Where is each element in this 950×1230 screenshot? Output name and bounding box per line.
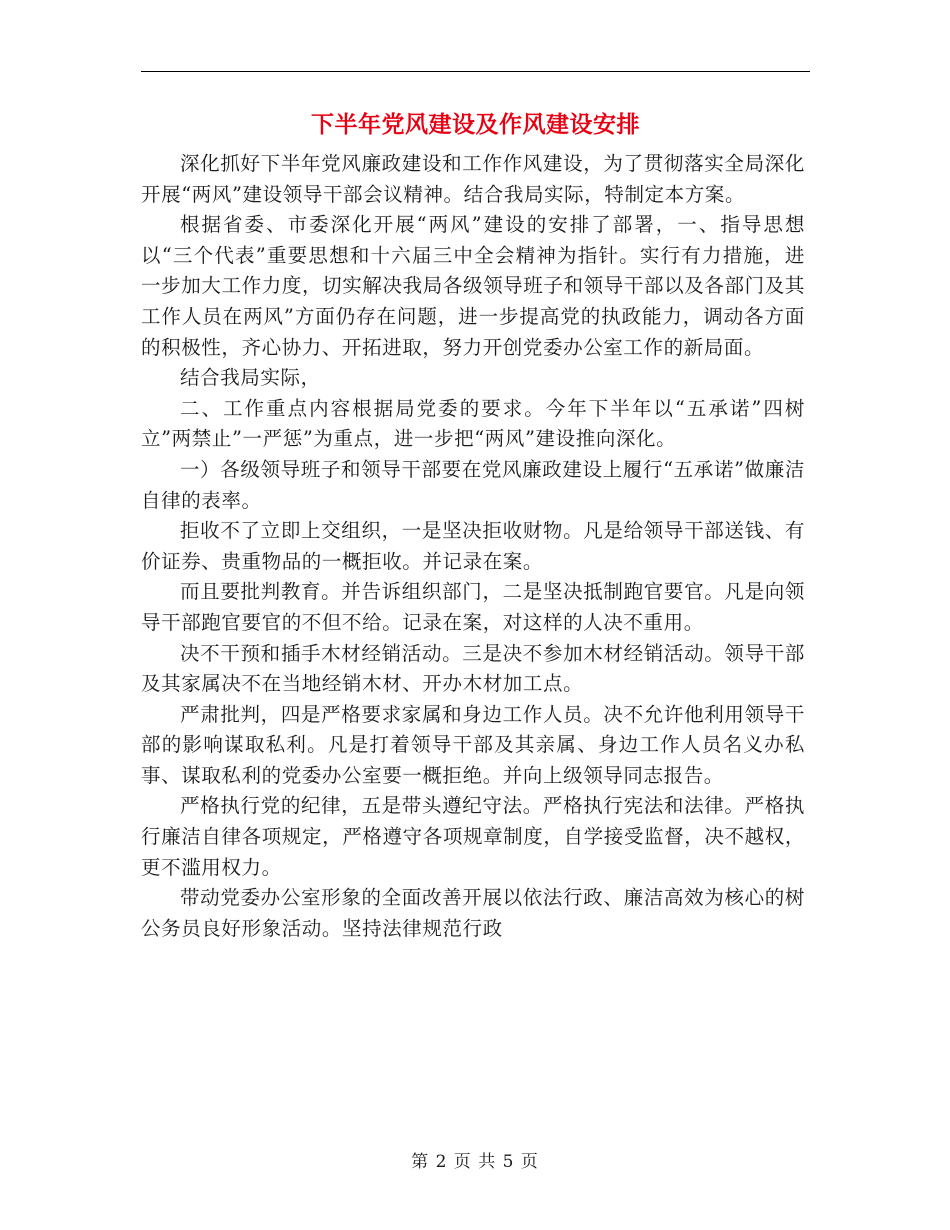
document-title: 下半年党风建设及作风建设安排 [311, 112, 640, 138]
header-rule [141, 71, 810, 72]
paragraph: 严格执行党的纪律，五是带头遵纪守法。严格执行宪法和法律。严格执行廉洁自律各项规定，严格遵守各项规章制度，自学接受监督，决不越权，更不滥用权力。 [141, 794, 805, 879]
paragraph: 二、工作重点内容根据局党委的要求。今年下半年以“五承诺”四树立”两禁止”一严惩”为重点，进一步把“两风”建设推向深化。 [141, 396, 805, 451]
paragraph: 深化抓好下半年党风廉政建设和工作作风建设，为了贯彻落实全局深化开展“两风”建设领导干部会议精神。结合我局实际，特制定本方案。 [141, 152, 805, 206]
paragraph: 一）各级领导班子和领导干部要在党风廉政建设上履行“五承诺”做廉洁自律的表率。 [141, 457, 805, 512]
paragraph: 决不干预和插手木材经销活动。三是决不参加木材经销活动。领导干部及其家属决不在当地经销木材、开办木材加工点。 [141, 641, 805, 696]
page-number-footer: 第 2 页 共 5 页 [411, 1152, 539, 1172]
paragraph: 严肃批判，四是严格要求家属和身边工作人员。决不允许他利用领导干部的影响谋取私利。凡是打着领导干部及其亲属、身边工作人员名义办私事、谋取私利的党委办公室要一概拒绝。并向上级领导同志报告。 [141, 702, 805, 787]
paragraph: 而且要批判教育。并告诉组织部门，二是坚决抵制跑官要官。凡是向领导干部跑官要官的不但不给。记录在案，对这样的人决不重用。 [141, 580, 805, 634]
document-body [141, 149, 805, 944]
paragraph: 根据省委、市委深化开展“两风”建设的安排了部署，一、指导思想以“三个代表”重要思想和十六届三中全会精神为指针。实行有力措施，进一步加大工作力度，切实解决我局各级领导班子和领导干部以及各部门及其工作人员在两风”方面仍存在问题，进一步提高党的执政能力，调动各方面的积极性，齐心协力、开拓进取，努力开创党委办公室工作的新局面。 [141, 213, 805, 359]
paragraph: 结合我局实际， [180, 366, 321, 390]
paragraph: 拒收不了立即上交组织，一是坚决拒收财物。凡是给领导干部送钱、有价证券、贵重物品的一概拒收。并记录在案。 [141, 519, 805, 573]
paragraph: 带动党委办公室形象的全面改善开展以依法行政、廉洁高效为核心的树公务员良好形象活动。坚持法律规范行政 [141, 886, 805, 940]
